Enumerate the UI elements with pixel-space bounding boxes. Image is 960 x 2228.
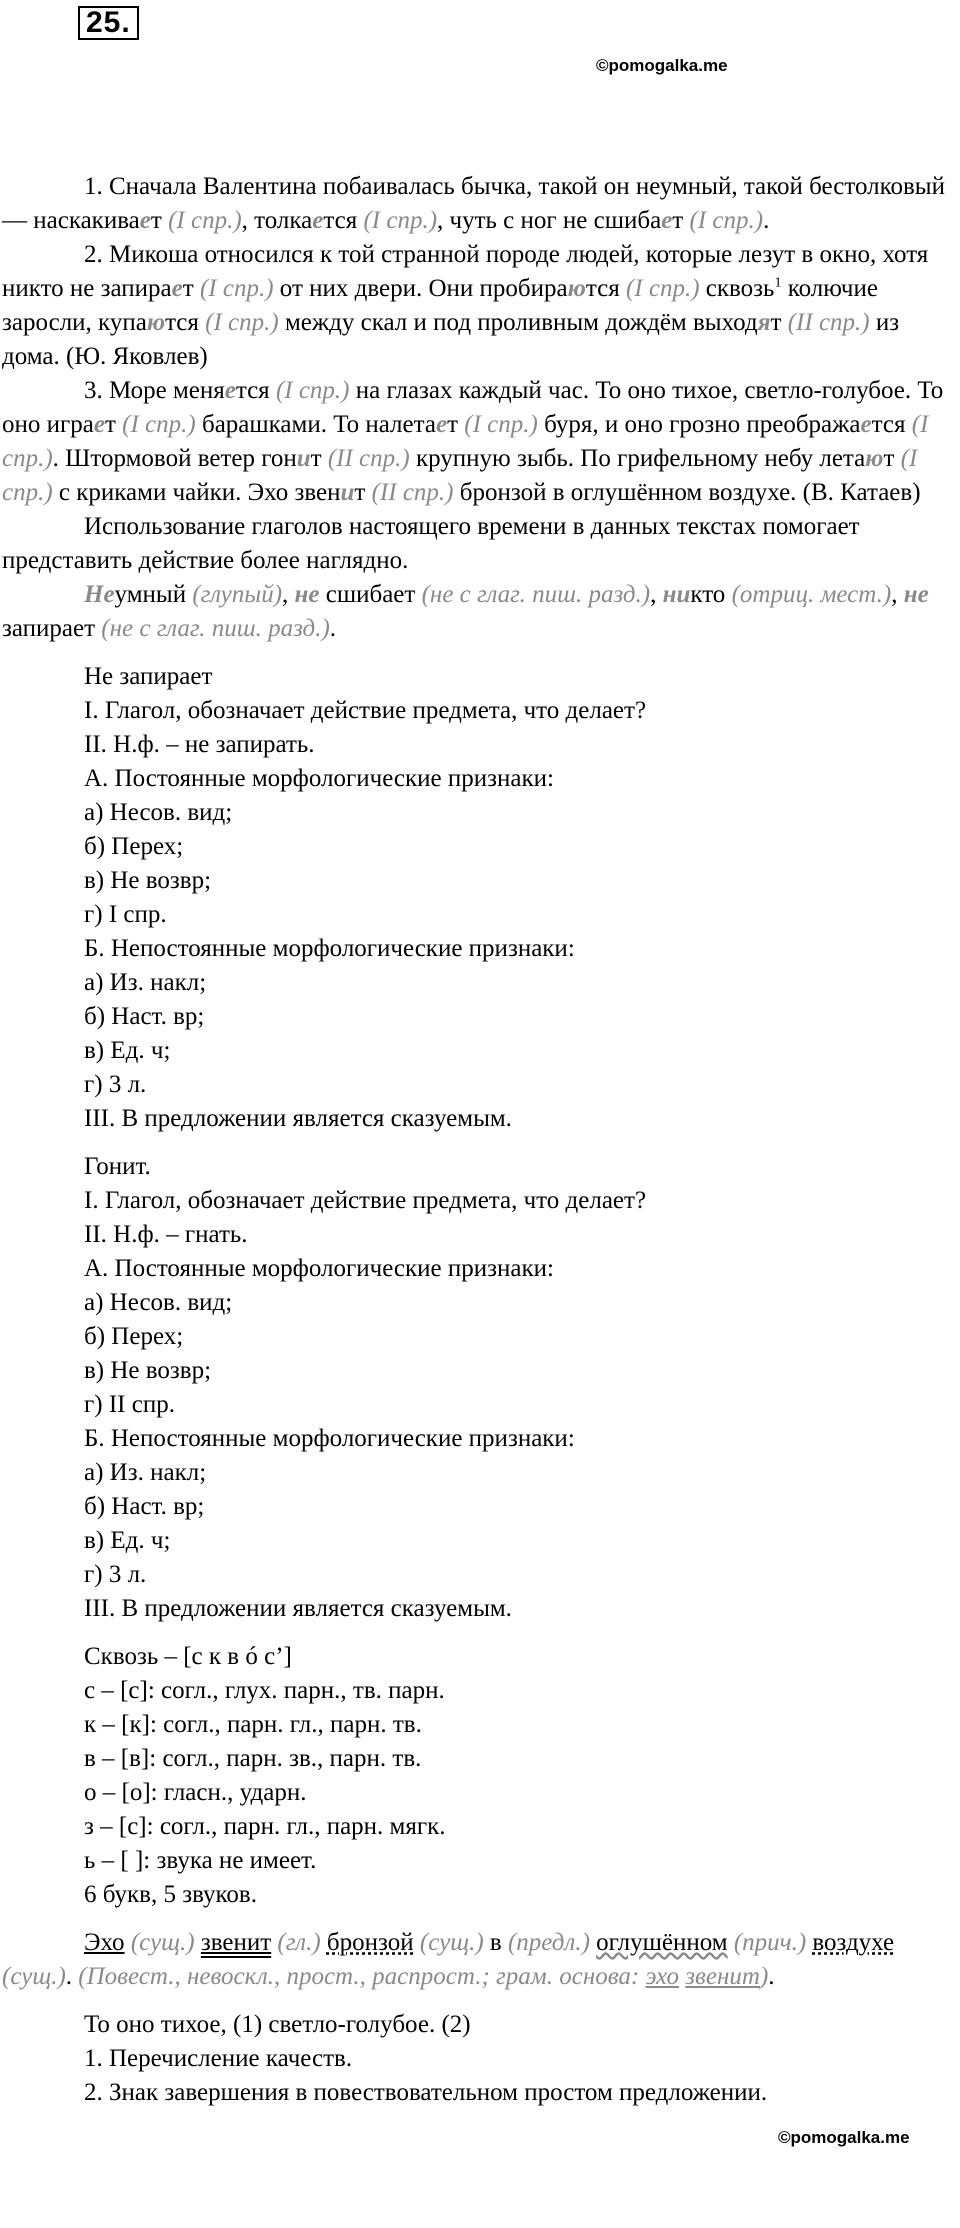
phonetic-analysis — [2, 1640, 950, 1912]
analysis-line: а) Несов. вид; — [84, 1289, 233, 1316]
paragraph-3: 3. Море меняется (I спр.) на глазах каждый час. То оно тихое, светло-голубое. То оно играет (I спр.) барашками. То налетает (I спр.) буря, и оно грозно преображается (I спр.). Штормовой ветер гонит (II спр.) крупную зыбь. По грифельному небу летают (I спр.) с криками чайки. Эхо звенит (II спр.) бронзой в оглушённом воздухе. (В. Катаев) — [2, 377, 944, 506]
analysis-line: А. Постоянные морфологические признаки: — [84, 1255, 554, 1282]
analysis-block-2 — [2, 1150, 950, 1626]
phonetic-line: ь – [ ]: звука не имеет. — [84, 1847, 317, 1874]
phonetic-line: в – [в]: согл., парн. зв., парн. тв. — [84, 1745, 422, 1772]
analysis-line: I. Глагол, обозначает действие предмета, что делает? — [84, 697, 647, 724]
syntax-analysis: Эхо (сущ.) звенит (гл.) бронзой (сущ.) в (предл.) оглушённом (прич.) воздухе (сущ.). (Повест., невоскл., прост., распрост.; грам. основа: эхо звенит). — [2, 1929, 895, 1990]
phonetic-line: 6 букв, 5 звуков. — [84, 1881, 257, 1908]
analysis-line: А. Постоянные морфологические признаки: — [84, 765, 554, 792]
analysis-line: а) Из. накл; — [84, 1459, 207, 1486]
analysis-line: Б. Непостоянные морфологические признаки: — [84, 935, 575, 962]
analysis-line: г) I спр. — [84, 901, 167, 928]
analysis-line: а) Несов. вид; — [84, 799, 233, 826]
analysis-line: Не запирает — [84, 663, 213, 690]
analysis-line: III. В предложении является сказуемым. — [84, 1105, 512, 1132]
analysis-line: б) Перех; — [84, 1323, 184, 1350]
punct-line: 1. Перечисление качеств. — [84, 2045, 353, 2072]
analysis-line: I. Глагол, обозначает действие предмета, что делает? — [84, 1187, 647, 1214]
analysis-line: в) Не возвр; — [84, 867, 212, 894]
phonetic-line: о – [о]: гласн., ударн. — [84, 1779, 307, 1806]
analysis-line: б) Наст. вр; — [84, 1003, 205, 1030]
analysis-line: в) Ед. ч; — [84, 1037, 171, 1064]
punctuation-analysis — [2, 2008, 950, 2110]
paragraph-1: 1. Сначала Валентина побаивалась бычка, такой он неумный, такой бестолковый — наскакивает (I спр.), толкается (I спр.), чуть с ног не сшибает (I спр.). — [2, 173, 945, 234]
paragraph-2: 2. Микоша относился к той странной породе людей, которые лезут в окно, хотя никто не запирает (I спр.) от них двери. Они пробираются (I спр.) сквозь$^1$ колючие заросли, купаются (I спр.) между скал и под проливным дождём выходят (II спр.) из дома. (Ю. Яковлев) — [2, 241, 929, 370]
analysis-line: в) Ед. ч; — [84, 1527, 171, 1554]
punct-line: То оно тихое, (1) светло-голубое. (2) — [84, 2011, 471, 2038]
analysis-line: а) Из. накл; — [84, 969, 207, 996]
paragraph-4: Использование глаголов настоящего времени в данных текстах помогает представить действие более наглядно. — [2, 513, 860, 574]
paragraph-5: Неумный (глупый), не сшибает (не с глаг. пиш. разд.), никто (отриц. мест.), не запирает (не с глаг. пиш. разд.). — [2, 581, 929, 642]
analysis-line: II. Н.ф. – гнать. — [84, 1221, 248, 1248]
watermark-bottom: ©pomogalka.me — [778, 2128, 910, 2147]
analysis-line: III. В предложении является сказуемым. — [84, 1595, 512, 1622]
document-body — [2, 170, 950, 2110]
watermark-top: ©pomogalka.me — [596, 56, 728, 75]
phonetic-line: к – [к]: согл., парн. гл., парн. тв. — [84, 1711, 422, 1738]
analysis-line: II. Н.ф. – не запирать. — [84, 731, 315, 758]
analysis-line: б) Наст. вр; — [84, 1493, 205, 1520]
punct-line: 2. Знак завершения в повествовательном простом предложении. — [84, 2079, 768, 2106]
analysis-block-1 — [2, 660, 950, 1136]
analysis-line: б) Перех; — [84, 833, 184, 860]
analysis-line: г) 3 л. — [84, 1561, 147, 1588]
phonetic-line: з – [с]: согл., парн. гл., парн. мягк. — [84, 1813, 446, 1840]
analysis-line: Гонит. — [84, 1153, 151, 1180]
analysis-line: г) II спр. — [84, 1391, 175, 1418]
exercise-number: 25. — [78, 6, 139, 40]
phonetic-line: с – [с]: согл., глух. парн., тв. парн. — [84, 1677, 445, 1704]
analysis-line: г) 3 л. — [84, 1071, 147, 1098]
phonetic-line: Сквозь – [с к в ó с’] — [84, 1643, 292, 1670]
analysis-line: в) Не возвр; — [84, 1357, 212, 1384]
analysis-line: Б. Непостоянные морфологические признаки: — [84, 1425, 575, 1452]
